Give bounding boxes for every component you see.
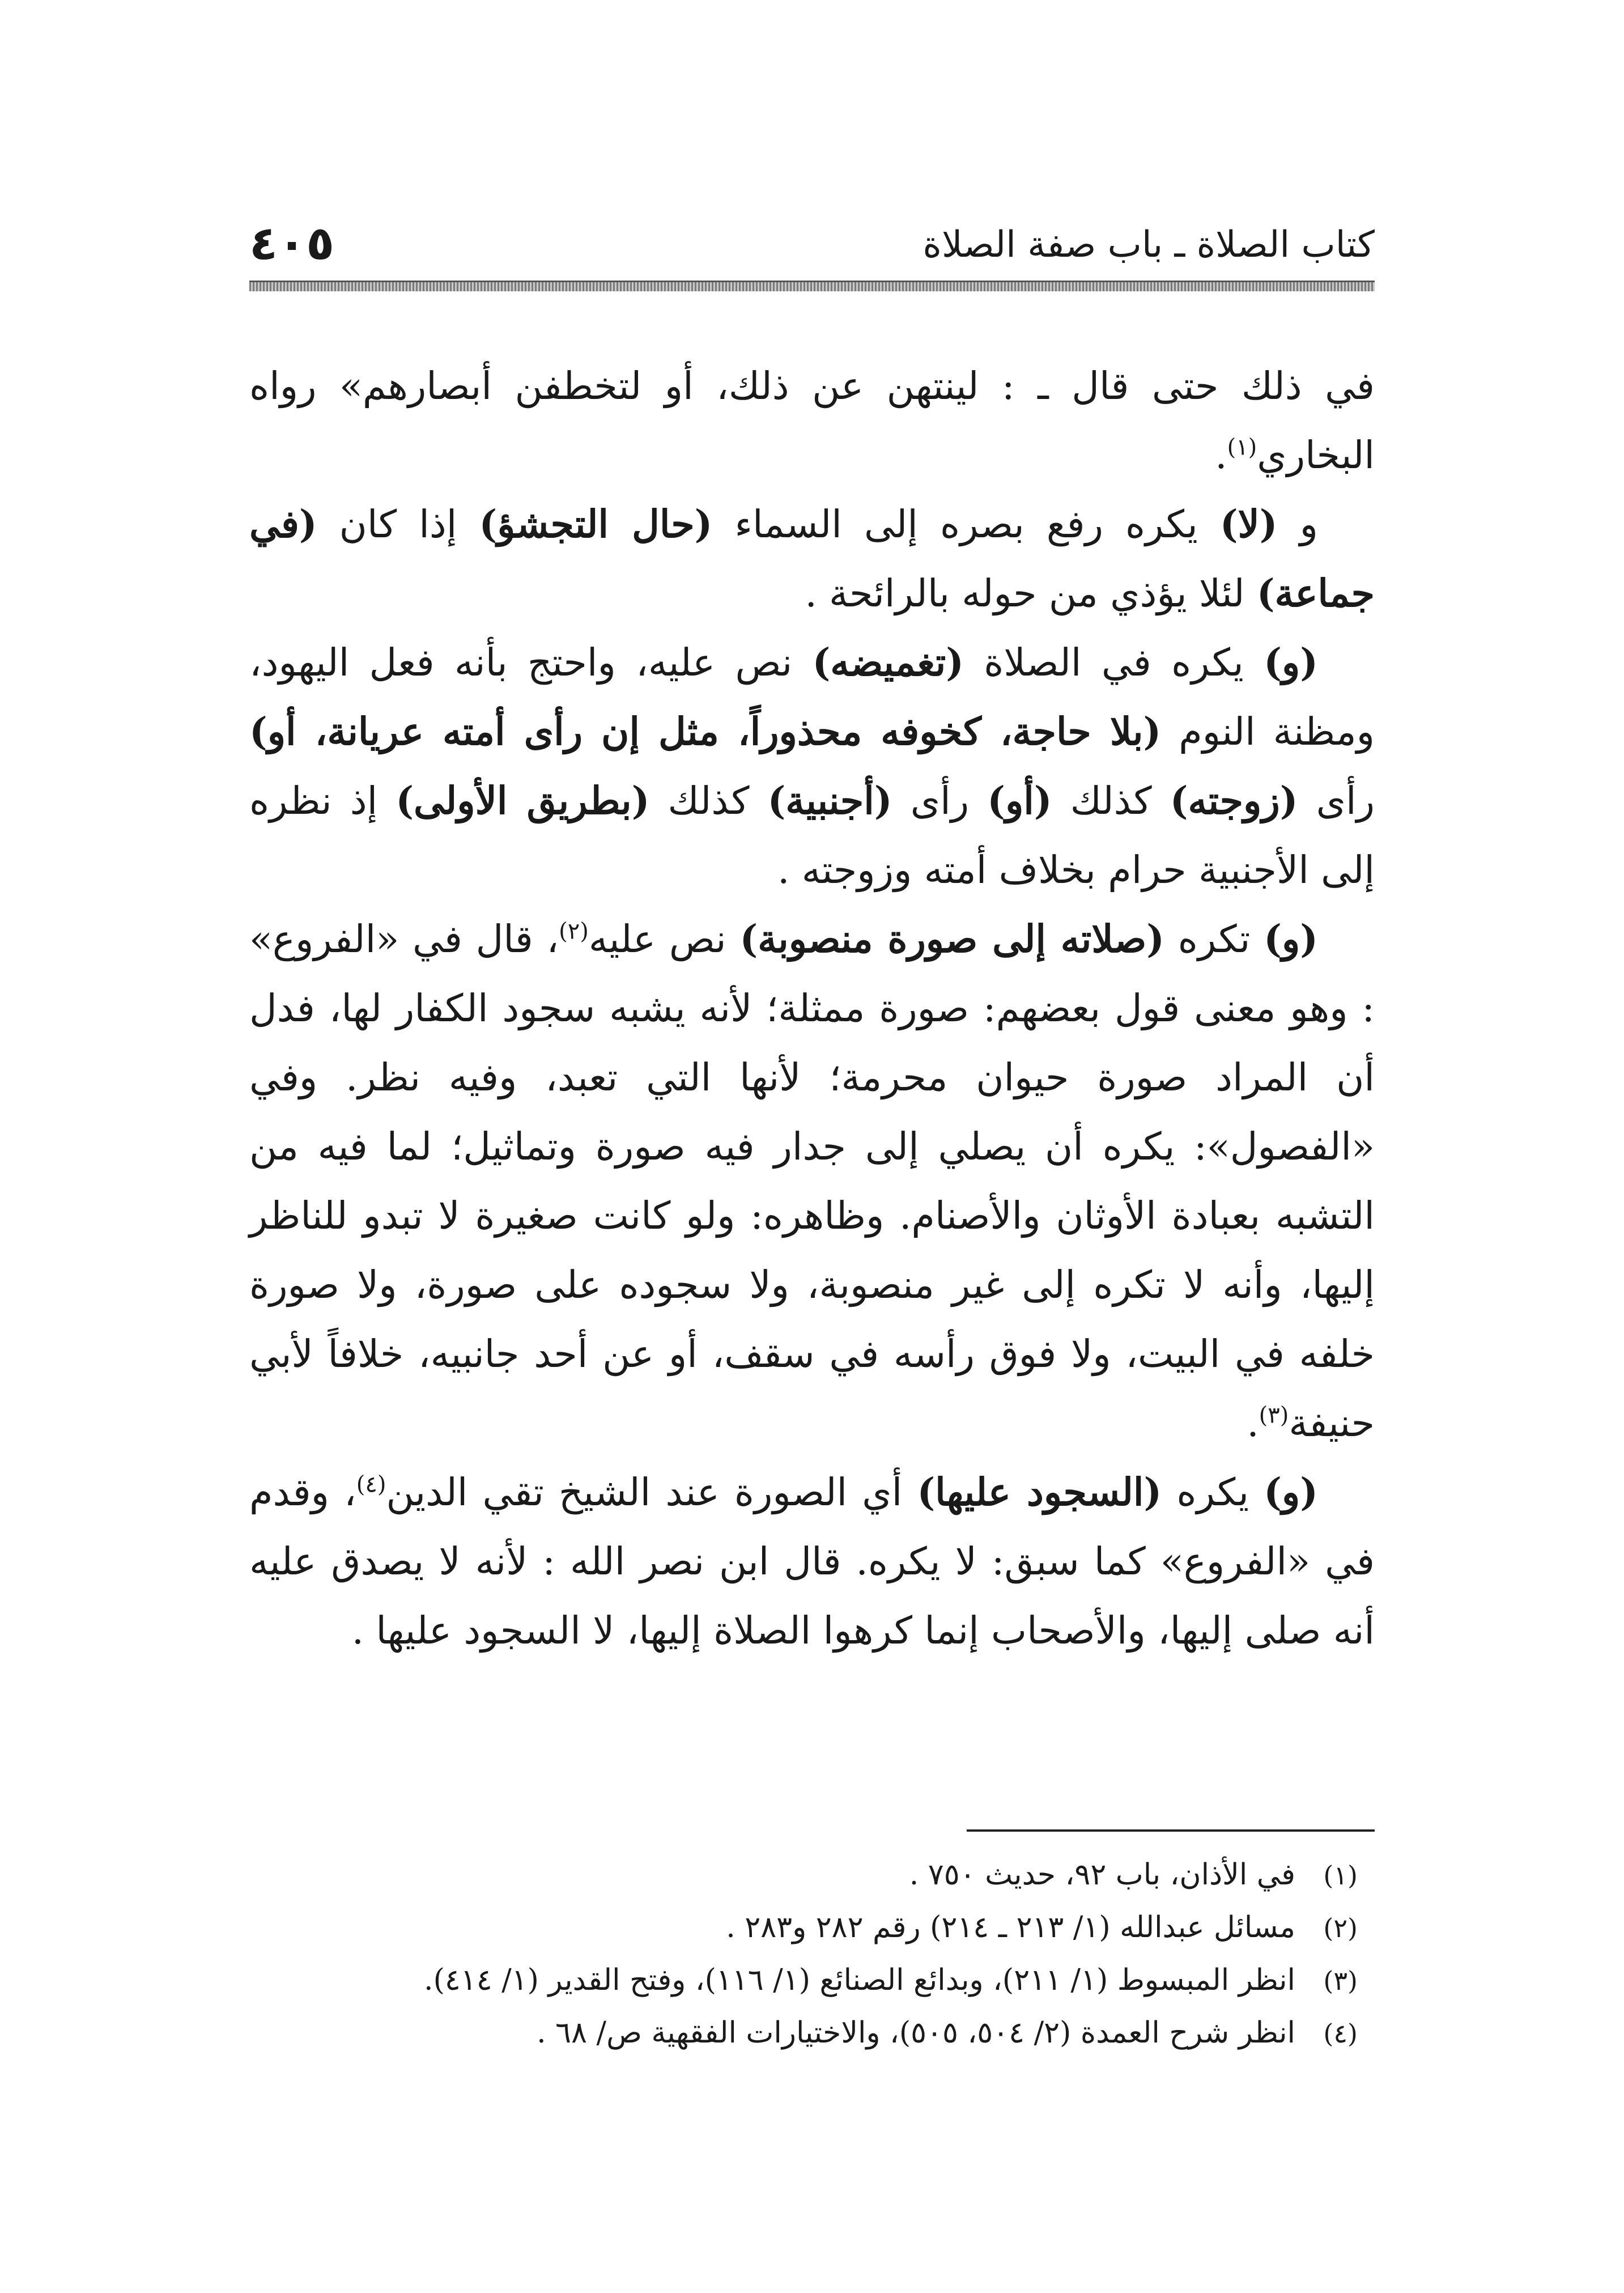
footnote-mark: (٢) (1323, 1913, 1358, 1943)
paragraph-1 (249, 351, 1375, 490)
matn-span: (و) (1264, 916, 1318, 961)
matn-span: (بلا حاجة، كخوفه محذوراً، مثل إن رأى أمته عريانة، أو) (249, 709, 1162, 754)
text-span: نص عليه (588, 917, 726, 961)
footnote-rule (967, 1829, 1375, 1832)
footnote-text: انظر المبسوط (١/ ٢١١)، وبدائع الصنائع (١/ ١١٦)، وفتح القدير (١/ ٤١٤). (424, 1963, 1295, 1997)
footnotes (249, 1849, 1375, 2060)
text-span: إذا كان (339, 502, 457, 546)
main-text (249, 351, 1375, 1665)
matn-span: (و) (1264, 1470, 1318, 1514)
footnote-text: انظر شرح العمدة (٢/ ٥٠٤، ٥٠٥)، والاختيارات الفقهية ص/ ٦٨ . (537, 2016, 1295, 2050)
footnote-ref[interactable]: (٢) (559, 918, 589, 945)
text-span: رأى (910, 779, 970, 823)
page-header (249, 215, 1375, 278)
text-span: ، وقدم في «الفروع» كما سبق: لا يكره. قال ابن نصر الله : لأنه لا يصدق عليه أنه صلى إليها، والأصحاب إنما كرهوا الصلاة إليها، لا السجود عليها . (249, 1470, 1375, 1653)
footnote-ref[interactable]: (٤) (356, 1471, 386, 1498)
footnote (249, 2007, 1375, 2060)
text-span: . (1215, 433, 1227, 477)
matn-span: (و) (1264, 640, 1318, 685)
footnote-ref[interactable]: (١) (1227, 434, 1257, 461)
footnote-text: في الأذان، باب ٩٢، حديث ٧٥٠ . (909, 1858, 1295, 1892)
text-span: كذلك (668, 779, 750, 823)
text-span: يكره في الصلاة (984, 640, 1244, 685)
text-span: كذلك (1070, 779, 1152, 823)
matn-span: (أو) (987, 778, 1052, 823)
text-span: ، قال في «الفروع» : وهو معنى قول بعضهم: صورة ممثلة؛ لأنه يشبه سجود الكفار لها، فدل أن المراد صورة حيوان محرمة؛ لأنها التي تعبد، وفيه نظر. وفي «الفصول»: يكره أن يصلي إلى جدار فيه صورة وتماثيل؛ لما فيه من التشبه بعبادة الأوثان والأصنام. وظاهره: ولو كانت صغيرة لا تبدو للناظر إليها، وأنه لا تكره إلى غير منصوبة، ولا سجوده على صورة، ولا صورة خلفه في البيت، ولا فوق رأسه في سقف، أو عن أحد جانبيه، خلافاً لأبي حنيفة (249, 917, 1375, 1445)
paragraph-4 (249, 905, 1375, 1458)
matn-span: (صلاته إلى صورة منصوبة) (739, 916, 1164, 961)
text-span: نص عليه، واحتج بأنه فعل اليهود، ومظنة النوم (249, 640, 1375, 754)
footnote (249, 1849, 1375, 1901)
paragraph-3 (249, 628, 1375, 905)
running-title: كتاب الصلاة ـ باب صفة الصلاة (922, 224, 1375, 266)
matn-span: (لا) (1219, 502, 1278, 546)
page-number: ٤٠٥ (249, 216, 335, 270)
matn-span: (حال التجشؤ) (479, 502, 713, 546)
matn-span: (تغميضه) (812, 640, 964, 685)
matn-span: (السجود عليها) (917, 1470, 1162, 1514)
footnote-mark: (١) (1323, 1860, 1358, 1891)
text-span: البخاري (1257, 433, 1375, 477)
header-rule (249, 281, 1375, 291)
text-span: تكره (1177, 917, 1251, 961)
matn-span: (أجنبية) (767, 778, 892, 823)
footnote (249, 1901, 1375, 1954)
paragraph-5 (249, 1458, 1375, 1665)
text-span: و (1299, 502, 1318, 546)
text-span: . (1247, 1401, 1259, 1445)
footnote-mark: (٣) (1323, 1965, 1358, 1996)
paragraph-2 (249, 490, 1375, 628)
text-span: أي الصورة عند الشيخ تقي الدين (386, 1470, 903, 1514)
footnote-ref[interactable]: (٣) (1259, 1402, 1289, 1429)
text-span: لئلا يؤذي من حوله بالرائحة . (805, 571, 1245, 615)
footnote-mark: (٤) (1323, 2018, 1358, 2049)
text-span: في ذلك حتى قال ـ : لينتهن عن ذلك، أو لتخطفن أبصارهم» رواه (249, 364, 1375, 408)
text-span: يكره (1176, 1470, 1249, 1514)
text-span: رأى (1316, 779, 1375, 823)
matn-span: (بطريق الأولى) (396, 778, 650, 823)
footnote (249, 1954, 1375, 2007)
matn-span: (في جماعة) (249, 502, 1375, 615)
text-span: يكره رفع بصره إلى السماء (734, 502, 1198, 546)
text-span: إذ نظره إلى الأجنبية حرام بخلاف أمته وزوجته . (249, 779, 1375, 892)
footnote-text: مسائل عبدالله (١/ ٢١٣ ـ ٢١٤) رقم ٢٨٢ و٢٨٣ . (726, 1910, 1295, 1944)
matn-span: (زوجته) (1170, 778, 1298, 823)
